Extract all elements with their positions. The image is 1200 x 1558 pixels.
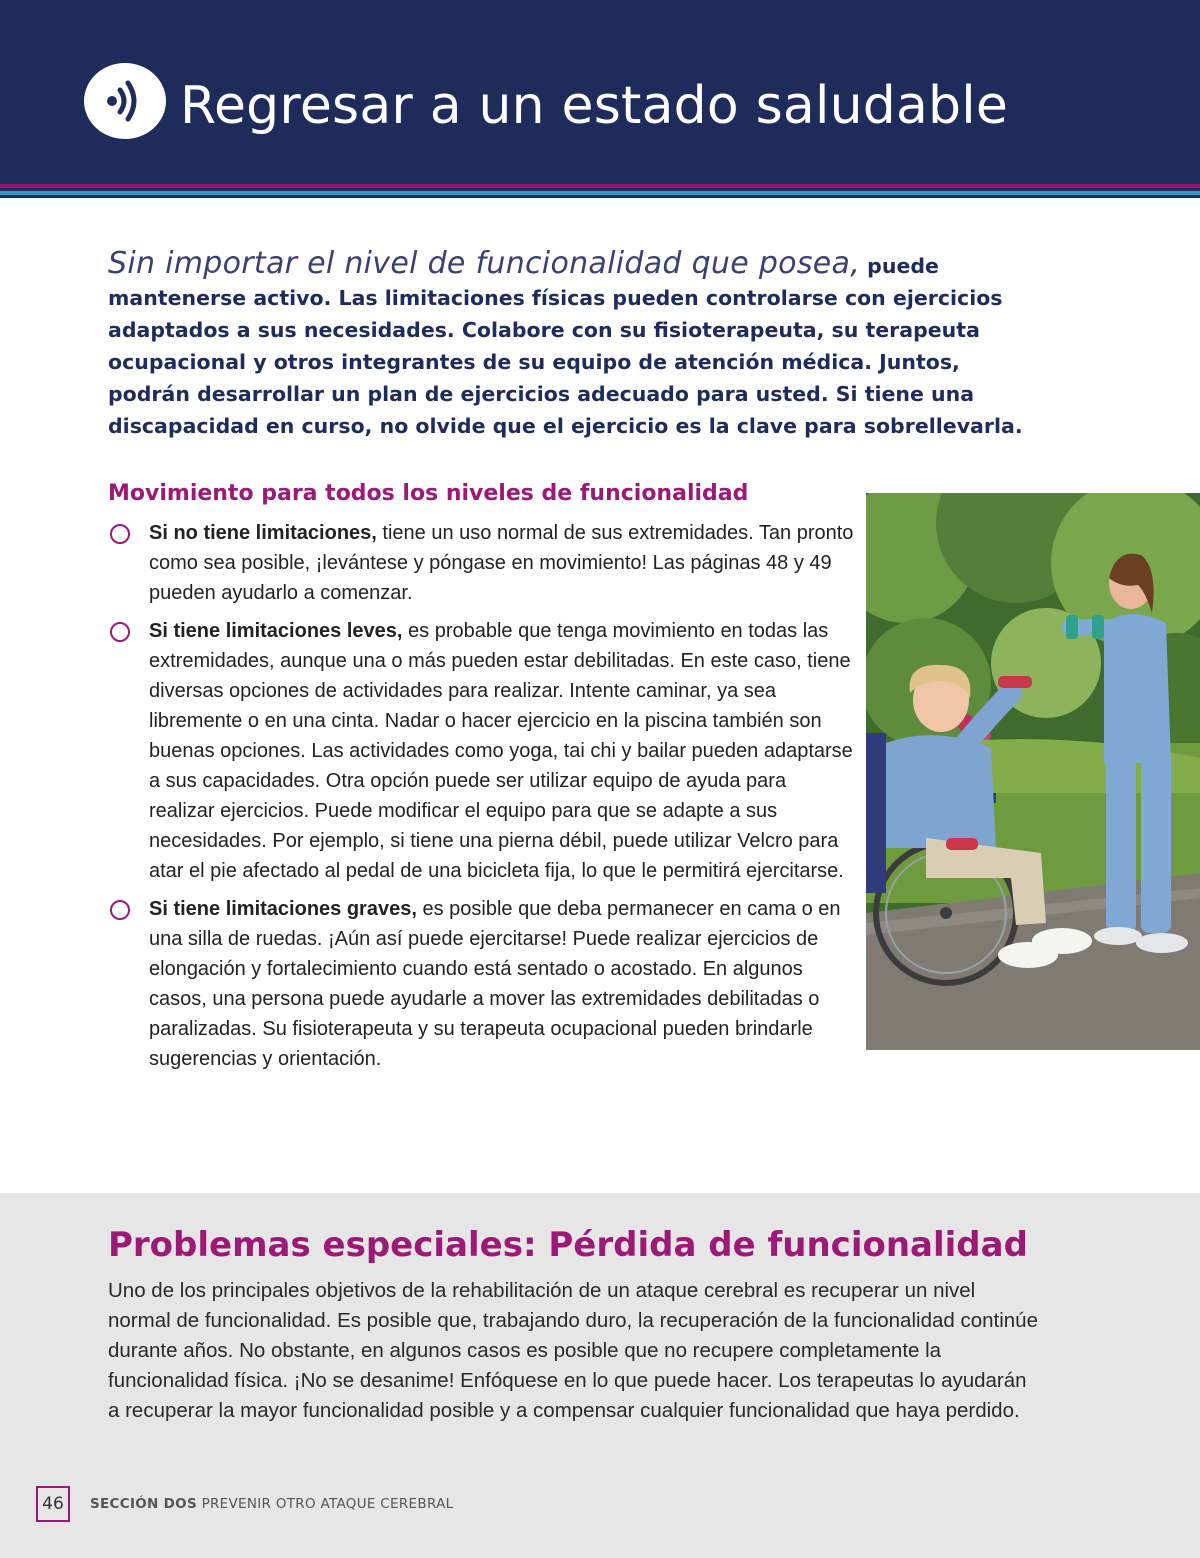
- special-problems-body: Uno de los principales objetivos de la rehabilitación de un ataque cerebral es recuperar un nivel normal de funcionalidad. Es posible que, trabajando duro, la recuperación de la funcionalidad continúe durante años. No obstante, en algunos casos es posible que no recupere completamente la funcionalidad física. ¡No se desanime! Enfóquese en lo que puede hacer. Los terapeutas lo ayudarán a recuperar la mayor funcionalidad posible y a compensar cualquier funcionalidad que haya perdido.: [108, 1279, 1038, 1422]
- footer-chapter: PREVENIR OTRO ATAQUE CEREBRAL: [201, 1496, 454, 1512]
- page-number: 46: [36, 1486, 70, 1522]
- bullet-lead: Si tiene limitaciones graves,: [149, 898, 417, 920]
- header-stripe-navy-bottom: [0, 195, 1200, 198]
- page-title: Regresar a un estado saludable: [180, 76, 1009, 136]
- footer-section: SECCIÓN DOS: [90, 1496, 197, 1512]
- footer-running-head: [90, 1494, 453, 1514]
- special-problems-title: Problemas especiales: Pérdida de funcionalidad: [108, 1225, 1028, 1265]
- circle-bullet-icon: [110, 524, 130, 544]
- intro-text: puede mantenerse activo. Las limitaciones físicas pueden controlarse con ejercicios adaptados a sus necesidades. Colabore con su fisioterapeuta, su terapeuta ocupacional y otros integrantes de su equipo de atención médica. Juntos, podrán desarrollar un plan de ejercicios adecuado para usted. Si tiene una discapacidad en curso, no olvide que el ejercicio es la clave para sobrellevarla.: [108, 254, 1023, 438]
- intro-lead: Sin importar el nivel de funcionalidad que posea,: [108, 246, 861, 281]
- list-item: [110, 518, 855, 608]
- bullet-text: tiene un uso normal de sus extremidades. Tan pronto como sea posible, ¡levántese y póngase en movimiento! Las páginas 48 y 49 pueden ayudarlo a comenzar.: [149, 522, 854, 604]
- therapy-photo: [866, 493, 1200, 1050]
- sound-waves-icon: [84, 63, 166, 139]
- movement-list: [110, 518, 855, 1082]
- circle-bullet-icon: [110, 900, 130, 920]
- bullet-text: es posible que deba permanecer en cama o en una silla de ruedas. ¡Aún así puede ejercitarse! Puede realizar ejercicios de elongación y fortalecimiento cuando está sentado o acostado. En algunos casos, una persona puede ayudarle a mover las extremidades debilitadas o paralizadas. Su fisioterapeuta y su terapeuta ocupacional pueden brindarle sugerencias y orientación.: [149, 898, 841, 1070]
- page-header: [0, 0, 1200, 184]
- list-item: [110, 894, 855, 1074]
- bullet-lead: Si tiene limitaciones leves,: [149, 620, 403, 642]
- circle-bullet-icon: [110, 622, 130, 642]
- list-item: [110, 616, 855, 886]
- section-heading-movement: Movimiento para todos los niveles de funcionalidad: [108, 481, 749, 506]
- bullet-text: es probable que tenga movimiento en todas las extremidades, aunque una o más pueden estar debilitadas. En este caso, tiene diversas opciones de actividades para realizar. Intente caminar, ya sea libremente o en una cinta. Nadar o hacer ejercicio en la piscina también son buenas opciones. Las actividades como yoga, tai chi y bailar pueden adaptarse a sus capacidades. Otra opción puede ser utilizar equipo de ayuda para realizar ejercicios. Puede modificar el equipo para que se adapte a sus necesidades. Por ejemplo, si tiene una pierna débil, puede utilizar Velcro para atar el pie afectado al pedal de una bicicleta fija, lo que le permitirá ejercitarse.: [149, 620, 853, 882]
- intro-paragraph: [108, 248, 1043, 442]
- bullet-lead: Si no tiene limitaciones,: [149, 522, 377, 544]
